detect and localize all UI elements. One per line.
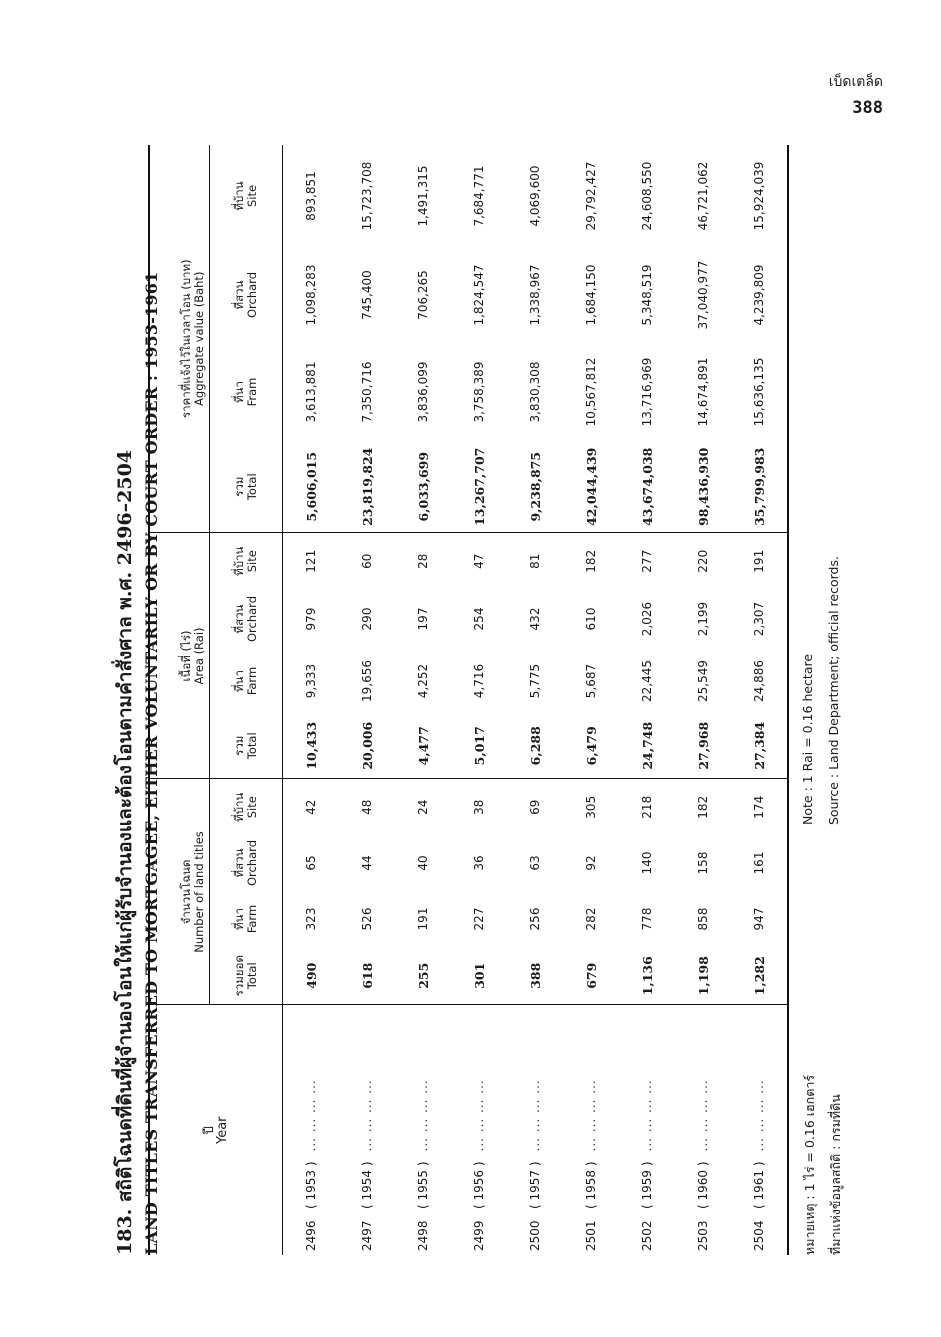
cell-number-farm: 323 [304,907,318,931]
cell-number-site: 48 [360,799,374,815]
cell-area-orchard: 290 [360,607,374,631]
cell-number-farm: 282 [584,907,598,931]
cell-area-orchard: 432 [528,607,542,631]
year-be: 2498 [416,1220,430,1251]
rotated-table-page [110,95,910,1255]
value-group-header: ราคาที่แจ้งไว้ในเวลาโอน (บาท) Aggregate value (Baht) [149,145,210,533]
col-value-farm: ที่นา Fram [232,377,259,407]
cell-area-farm: 4,252 [416,663,430,699]
year-header [149,1005,283,1255]
cell-area-orchard: 2,026 [640,601,654,637]
cell-value-farm: 3,613,881 [304,361,318,423]
cell-value-orchard: 1,338,967 [528,264,542,326]
land-titles-table [148,145,789,1255]
year-ce: ( 1960 ) [696,1161,710,1209]
col-value-orchard: ที่สวน Orchard [232,272,259,319]
cell-area-site: 182 [584,549,598,573]
cell-value-orchard: 706,265 [416,270,430,320]
year-ce: ( 1961 ) [752,1161,766,1209]
year-ce: ( 1959 ) [640,1161,654,1209]
year-cell [395,1005,451,1255]
cell-value-total: 6,033,699 [395,441,451,533]
cell-area-site: 277 [640,549,654,573]
table-row [339,145,395,1255]
cell-area-farm: 25,549 [696,660,710,702]
col-area-orchard: ที่สวน Orchard [232,596,259,643]
cell-area-farm: 5,775 [528,663,542,699]
cell-number-orchard: 44 [360,855,374,871]
cell-number-farm: 858 [696,907,710,931]
cell-value-farm: 3,758,389 [472,361,486,423]
year-cell [451,1005,507,1255]
cell-area-farm: 19,656 [360,660,374,702]
cell-area-farm: 4,716 [472,663,486,699]
cell-number-site: 24 [416,799,430,815]
table-row [451,145,507,1255]
cell-value-site: 7,684,771 [472,165,486,227]
cell-area-site: 28 [416,553,430,569]
cell-area-orchard: 197 [416,607,430,631]
cell-number-site: 42 [304,799,318,815]
cell-area-orchard: 2,199 [696,601,710,637]
cell-area-farm: 24,886 [731,649,788,713]
cell-area-total: 6,479 [563,713,619,779]
cell-area-orchard: 2,307 [731,589,788,649]
cell-number-farm: 227 [472,907,486,931]
cell-area-total: 5,017 [451,713,507,779]
source-english: Source : Land Department; official records. [826,556,841,825]
cell-value-site: 24,608,550 [640,161,654,231]
cell-number-farm: 947 [731,891,788,947]
cell-area-orchard: 610 [584,607,598,631]
cell-number-orchard: 40 [416,855,430,871]
year-be: 2497 [360,1220,374,1251]
cell-area-orchard: 254 [472,607,486,631]
year-ce: ( 1956 ) [472,1161,486,1209]
cell-value-total: 98,436,930 [675,441,731,533]
col-value-total: รวม Total [210,441,283,533]
col-number-total: รวมยอด Total [210,947,283,1005]
year-header-thai: ปี [202,1126,217,1135]
year-cell [675,1005,731,1255]
cell-value-total: 23,819,824 [339,441,395,533]
cell-value-site: 4,069,600 [528,165,542,227]
cell-value-orchard: 745,400 [360,270,374,320]
number-group-header: จำนวนโฉนด Number of land titles [149,779,210,1005]
cell-value-site: 893,851 [304,171,318,221]
cell-number-orchard: 65 [304,855,318,871]
year-be: 2501 [584,1220,598,1251]
note-english: Note : 1 Rai = 0.16 hectare [800,653,815,825]
cell-value-orchard: 1,824,547 [472,264,486,326]
cell-area-farm: 22,445 [640,660,654,702]
cell-value-farm: 14,674,891 [696,357,710,427]
table-body [283,145,789,1255]
cell-value-site: 15,924,039 [731,145,788,247]
year-ce: ( 1958 ) [584,1161,598,1209]
area-group-header: เนื้อที่ (ไร่) Area (Rai) [149,533,210,779]
year-cell [619,1005,675,1255]
cell-value-farm: 13,716,969 [640,357,654,427]
table-row [507,145,563,1255]
table-title-english: LAND TITLES TRANSFERRED TO MORTGAGEE, EITHER VOLUNTARILY OR BY COURT ORDER : 1953-1961 [142,271,161,1255]
note-thai: หมายเหตุ : 1 ไร่ = 0.16 เฮกตาร์ [802,1074,817,1255]
leader-dots: ... ... ... ... [360,1079,374,1152]
year-be: 2502 [640,1220,654,1251]
cell-area-total: 20,006 [339,713,395,779]
cell-area-site: 220 [696,549,710,573]
cell-area-farm: 5,687 [584,663,598,699]
leader-dots: ... ... ... ... [640,1079,654,1152]
cell-value-total: 35,799,983 [731,441,788,533]
year-cell [283,1005,340,1255]
table-row [563,145,619,1255]
cell-area-site: 60 [360,553,374,569]
col-area-total: รวม Total [210,713,283,779]
year-be: 2504 [752,1220,766,1251]
year-ce: ( 1955 ) [416,1161,430,1209]
leader-dots: ... ... ... ... [416,1079,430,1152]
table-row [395,145,451,1255]
cell-area-total: 4,477 [395,713,451,779]
cell-value-total: 13,267,707 [451,441,507,533]
cell-number-farm: 526 [360,907,374,931]
cell-number-farm: 191 [416,907,430,931]
col-number-site: ที่บ้าน Site [232,792,259,822]
cell-number-farm: 256 [528,907,542,931]
cell-value-orchard: 1,098,283 [304,264,318,326]
cell-area-orchard: 979 [304,607,318,631]
cell-number-orchard: 63 [528,855,542,871]
cell-number-total: 679 [563,947,619,1005]
cell-area-farm: 9,333 [304,663,318,699]
year-ce: ( 1953 ) [304,1161,318,1209]
cell-number-site: 305 [584,795,598,819]
cell-area-site: 121 [304,549,318,573]
cell-number-total: 490 [283,947,340,1005]
leader-dots: ... ... ... ... [528,1079,542,1152]
cell-area-total: 10,433 [283,713,340,779]
cell-value-farm: 3,830,308 [528,361,542,423]
cell-value-orchard: 37,040,977 [696,260,710,330]
year-cell [563,1005,619,1255]
leader-dots: ... ... ... ... [472,1079,486,1152]
col-number-orchard: ที่สวน Orchard [232,840,259,887]
cell-number-site: 174 [731,779,788,835]
cell-number-orchard: 92 [584,855,598,871]
cell-value-total: 42,044,439 [563,441,619,533]
cell-value-site: 15,723,708 [360,161,374,231]
cell-number-site: 218 [640,795,654,819]
cell-value-total: 43,674,038 [619,441,675,533]
leader-dots: ... ... ... ... [752,1079,766,1152]
year-cell [731,1005,788,1255]
cell-number-total: 388 [507,947,563,1005]
cell-value-site: 46,721,062 [696,161,710,231]
table-row [619,145,675,1255]
col-area-farm: ที่นา Farm [232,666,259,696]
year-be: 2496 [304,1220,318,1251]
cell-value-site: 1,491,315 [416,165,430,227]
cell-area-total: 6,288 [507,713,563,779]
cell-area-site: 47 [472,553,486,569]
year-cell [339,1005,395,1255]
leader-dots: ... ... ... ... [304,1079,318,1152]
cell-number-orchard: 140 [640,851,654,875]
cell-area-total: 24,748 [619,713,675,779]
year-header-english: Year [215,1116,230,1145]
year-be: 2503 [696,1220,710,1251]
cell-number-total: 1,136 [619,947,675,1005]
cell-number-total: 1,282 [731,947,788,1005]
cell-value-site: 29,792,427 [584,161,598,231]
cell-area-site: 81 [528,553,542,569]
table-title-thai: 183. สถิติโฉนดที่ดินที่ผู้จำนองโอนให้แก่ผู้รับจำนองและต้องโอนตามคำสั่งศาล พ.ศ. 2496–2504 [114,449,136,1255]
table-row [675,145,731,1255]
cell-number-orchard: 36 [472,855,486,871]
cell-area-total: 27,968 [675,713,731,779]
cell-value-total: 9,238,875 [507,441,563,533]
year-be: 2500 [528,1220,542,1251]
cell-number-site: 182 [696,795,710,819]
cell-number-site: 38 [472,799,486,815]
cell-number-orchard: 158 [696,851,710,875]
cell-value-farm: 10,567,812 [584,357,598,427]
table-row [283,145,340,1255]
notes-block [800,145,910,1255]
col-number-farm: ที่นา Farm [232,904,259,934]
col-area-site: ที่บ้าน Site [232,546,259,576]
year-cell [507,1005,563,1255]
cell-number-total: 618 [339,947,395,1005]
cell-area-site: 191 [731,533,788,589]
year-ce: ( 1954 ) [360,1161,374,1209]
year-ce: ( 1957 ) [528,1161,542,1209]
data-table-wrapper [148,145,789,1255]
cell-number-farm: 778 [640,907,654,931]
cell-number-total: 301 [451,947,507,1005]
cell-value-orchard: 5,348,519 [640,264,654,326]
source-thai: ที่มาแห่งข้อมูลสถิติ : กรมที่ดิน [828,1094,843,1255]
cell-number-site: 69 [528,799,542,815]
cell-value-orchard: 1,684,150 [584,264,598,326]
page-number: 388 [852,98,883,118]
year-be: 2499 [472,1220,486,1251]
cell-number-total: 1,198 [675,947,731,1005]
cell-value-farm: 7,350,716 [360,361,374,423]
table-row [731,145,788,1255]
cell-number-orchard: 161 [731,835,788,891]
cell-value-farm: 15,636,135 [731,343,788,441]
cell-number-total: 255 [395,947,451,1005]
cell-value-farm: 3,836,099 [416,361,430,423]
section-label: เบ็ดเตล็ด [828,74,883,90]
cell-value-orchard: 4,239,809 [731,247,788,343]
col-value-site: ที่บ้าน Site [232,181,259,211]
leader-dots: ... ... ... ... [584,1079,598,1152]
leader-dots: ... ... ... ... [696,1079,710,1152]
cell-area-total: 27,384 [731,713,788,779]
cell-value-total: 5,606,015 [283,441,340,533]
